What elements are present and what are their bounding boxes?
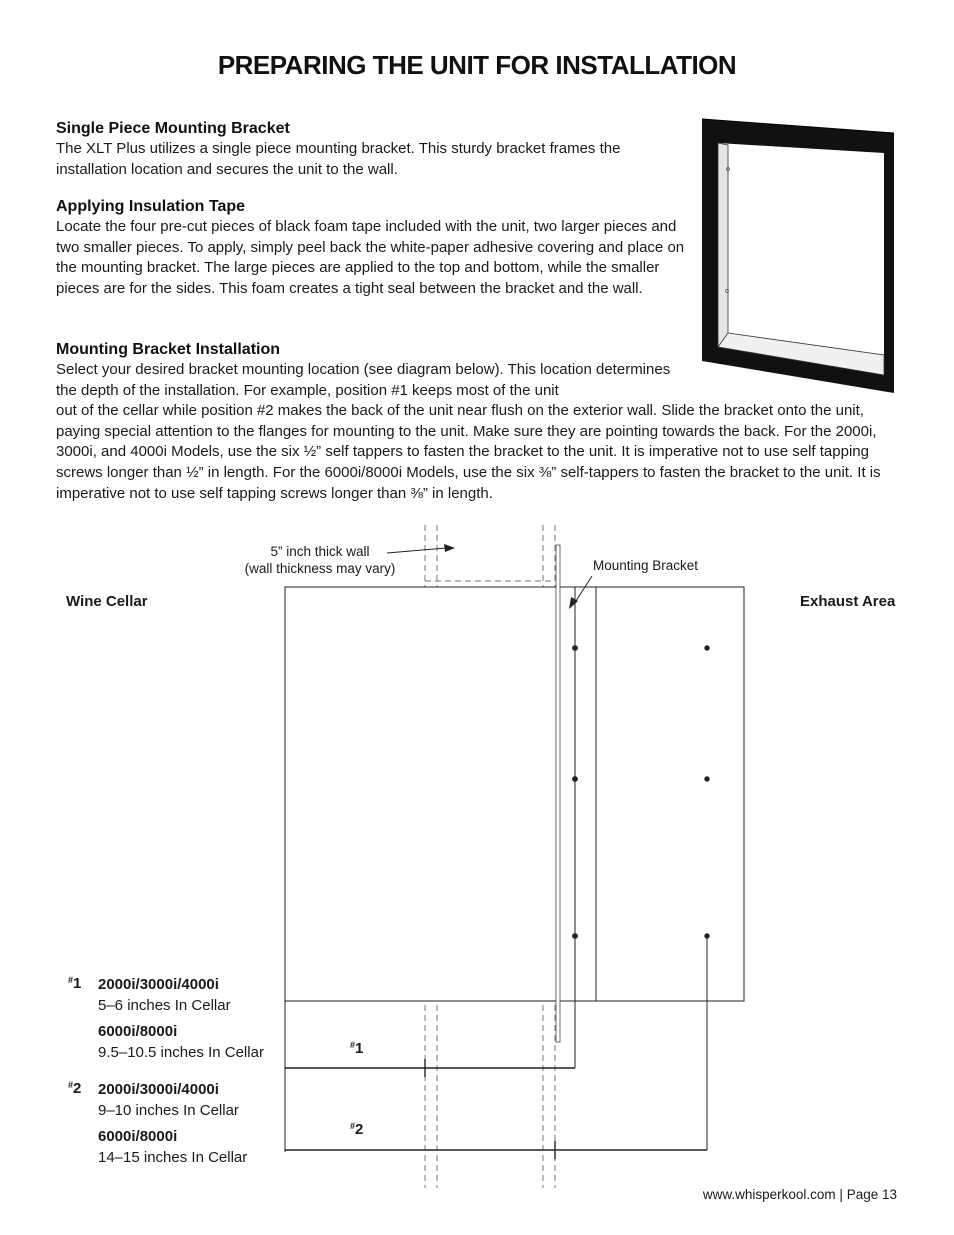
mounting-bracket-plate — [556, 545, 560, 1042]
section-heading: Mounting Bracket Installation — [56, 341, 281, 358]
section-insulation-tape — [56, 197, 688, 299]
model-depth: 9.5–10.5 inches In Cellar — [98, 1043, 264, 1061]
section-body-part1: Select your desired bracket mounting location (see diagram below). This location determines the depth of the installation. For example, position #1 keeps most of the unit — [56, 361, 671, 399]
exhaust-area-label: Exhaust Area — [800, 593, 896, 610]
model-name: 6000i/8000i — [98, 1023, 178, 1040]
installation-diagram — [0, 520, 954, 1200]
section-heading: Single Piece Mounting Bracket — [56, 120, 290, 137]
section-body: Locate the four pre-cut pieces of black foam tape included with the unit, two larger pieces and two smaller pieces. To apply, simply peel back the white-paper adhesive covering and place on the mounting bracket. The large pieces are applied to the top and bottom, while the smaller pieces are for the sides. This foam creates a tight seal between the bracket and the wall. — [56, 218, 685, 297]
legend-position-2-models — [98, 1080, 247, 1168]
wall-label-line1: 5” inch thick wall — [270, 544, 370, 559]
exhaust-panel — [596, 587, 744, 1001]
section-single-piece-bracket — [56, 119, 686, 180]
model-name: 2000i/3000i/4000i — [98, 1081, 219, 1098]
legend-position-2: #2 — [68, 1080, 82, 1097]
model-name: 2000i/3000i/4000i — [98, 976, 219, 993]
position-marker-1: #1 — [350, 1040, 364, 1057]
model-depth: 9–10 inches In Cellar — [98, 1101, 239, 1119]
model-depth: 14–15 inches In Cellar — [98, 1148, 248, 1166]
position-marker-2: #2 — [350, 1121, 364, 1138]
legend-position-number: 1 — [73, 975, 82, 992]
wall-label-line2: (wall thickness may vary) — [244, 561, 396, 576]
page-footer: www.whisperkool.com | Page 13 — [702, 1187, 897, 1202]
mounting-bracket-label: Mounting Bracket — [593, 558, 699, 573]
model-depth: 5–6 inches In Cellar — [98, 996, 231, 1014]
legend-position-1: #1 — [68, 975, 82, 992]
unit-body — [285, 587, 575, 1001]
legend-position-1-models — [98, 975, 264, 1063]
page-title: PREPARING THE UNIT FOR INSTALLATION — [217, 50, 737, 80]
wine-cellar-label: Wine Cellar — [66, 593, 148, 610]
section-heading: Applying Insulation Tape — [56, 198, 246, 215]
wall-thickness-label — [240, 543, 400, 577]
section-body-part2: out of the cellar while position #2 makes the back of the unit near flush on the exterior wall. Slide the bracket onto the unit, paying special attention to the flanges for mounting to the unit. Make sure they are pointing towards the back. For the 2000i, 3000i, and 4000i Models, use the six ½” self tappers to fasten the bracket to the unit. It is imperative not to use self tapping screws longer than ½” in length. For the 6000i/8000i Models, use the six ⅜” self-tappers to fasten the bracket to the unit. It is imperative not to use self tapping screws longer than ⅜” in length. — [56, 402, 881, 502]
section-body: The XLT Plus utilizes a single piece mounting bracket. This sturdy bracket frames the installation location and secures the unit to the wall. — [56, 140, 621, 178]
model-name: 6000i/8000i — [98, 1128, 178, 1145]
legend-position-number: 2 — [73, 1080, 82, 1097]
mounting-bracket-illustration — [698, 115, 898, 395]
position-marker-number: 1 — [355, 1040, 364, 1057]
position-marker-number: 2 — [355, 1121, 364, 1138]
